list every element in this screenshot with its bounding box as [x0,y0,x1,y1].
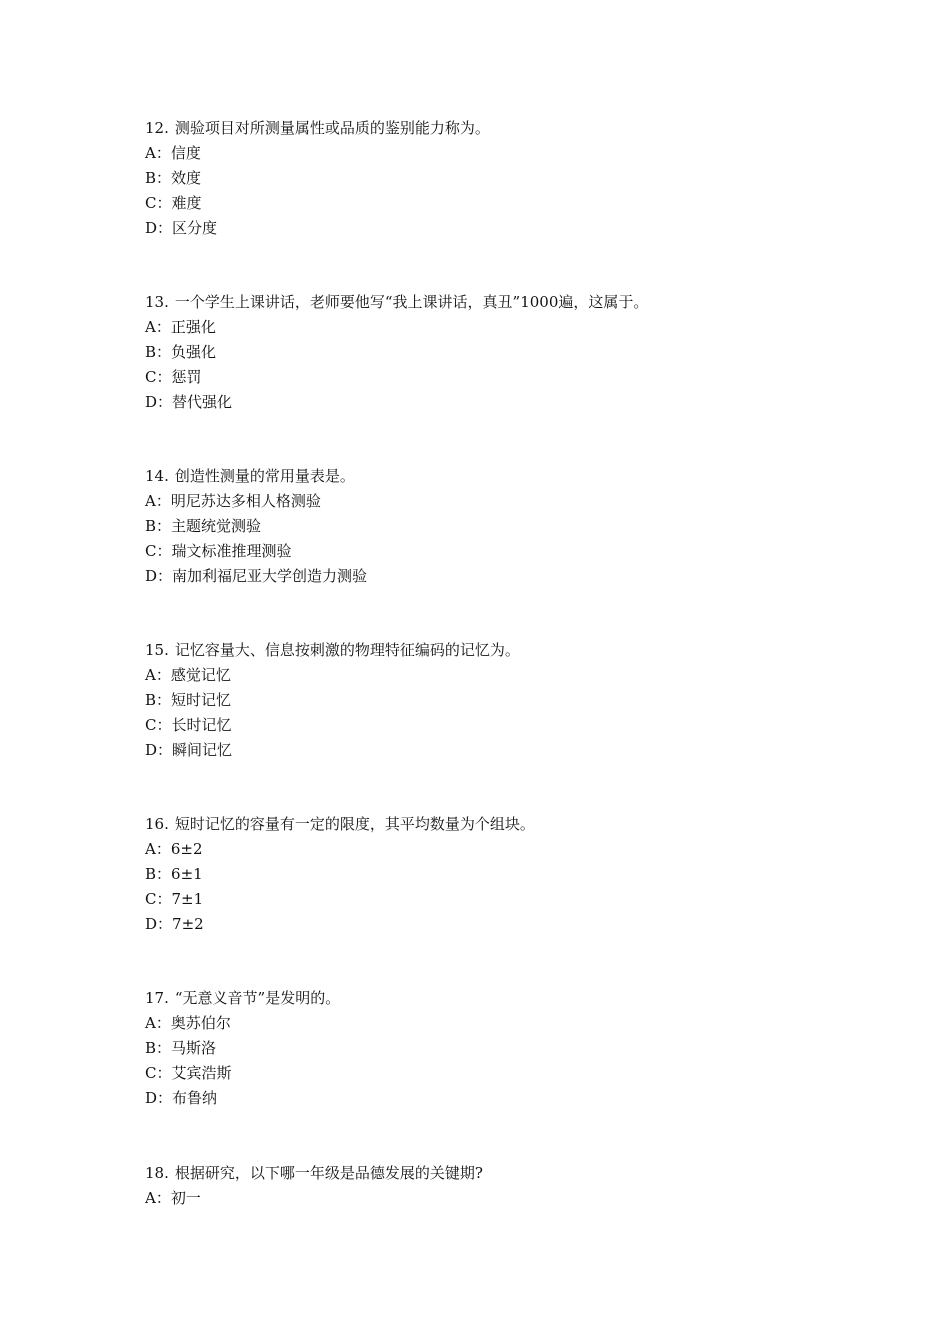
option-a [145,1011,845,1036]
option-label: C： [145,716,172,734]
option-label: D： [145,393,173,411]
question-12 [145,116,845,241]
option-text: 7±2 [172,915,204,933]
option-text: 区分度 [172,219,218,237]
option-label: D： [145,1089,173,1107]
option-b [145,514,845,539]
question-number: 18. [145,1164,169,1182]
question-stem [145,116,845,141]
option-label: A： [145,1014,171,1032]
option-text: 艾宾浩斯 [171,1064,232,1082]
question-stem [145,638,845,663]
question-number: 17. [145,989,169,1007]
question-15 [145,638,845,763]
option-text: 布鲁纳 [172,1089,218,1107]
question-text: 根据研究，以下哪一年级是品德发展的关键期? [174,1164,483,1182]
option-d [145,912,845,937]
option-label: A： [145,840,171,858]
option-c [145,539,845,564]
option-label: C： [145,542,172,560]
option-label: C： [145,194,172,212]
option-b [145,166,845,191]
option-a [145,141,845,166]
question-stem [145,290,845,315]
option-label: D： [145,741,173,759]
question-14 [145,464,845,589]
question-text: 短时记忆的容量有一定的限度，其平均数量为个组块。 [174,815,535,833]
option-b [145,1036,845,1061]
option-c [145,887,845,912]
option-text: 负强化 [171,343,217,361]
option-text: 惩罚 [171,368,202,386]
option-a [145,489,845,514]
option-text: 初一 [170,1189,201,1207]
option-d [145,216,845,241]
option-text: 7±1 [171,890,204,908]
option-label: C： [145,890,172,908]
option-d [145,1086,845,1111]
option-label: B： [145,517,172,535]
question-stem [145,1161,845,1186]
option-label: B： [145,343,172,361]
option-text: 瑞文标准推理测验 [171,542,292,560]
option-d [145,564,845,589]
option-text: 南加利福尼亚大学创造力测验 [172,567,368,585]
option-text: 明尼苏达多相人格测验 [170,492,321,510]
option-label: B： [145,169,172,187]
option-label: C： [145,368,172,386]
option-d [145,738,845,763]
question-17 [145,986,845,1111]
question-number: 15. [145,641,169,659]
question-16 [145,812,845,937]
question-text: “无意义音节”是发明的。 [174,989,341,1007]
option-label: B： [145,691,172,709]
question-stem [145,986,845,1011]
question-number: 14. [145,467,169,485]
question-stem [145,464,845,489]
option-text: 6±1 [171,865,203,883]
option-text: 马斯洛 [171,1039,217,1057]
question-18 [145,1161,845,1211]
option-a [145,837,845,862]
option-b [145,862,845,887]
option-label: B： [145,1039,172,1057]
option-text: 替代强化 [172,393,233,411]
question-text: 记忆容量大、信息按刺激的物理特征编码的记忆为。 [174,641,520,659]
option-label: A： [145,318,171,336]
option-b [145,340,845,365]
option-text: 难度 [171,194,202,212]
question-text: 创造性测量的常用量表是。 [174,467,355,485]
option-text: 感觉记忆 [170,666,231,684]
option-text: 效度 [171,169,202,187]
question-number: 16. [145,815,169,833]
option-b [145,688,845,713]
option-label: D： [145,219,173,237]
option-label: D： [145,915,173,933]
question-text: 一个学生上课讲话，老师要他写“我上课讲话，真丑”1000遍，这属于。 [174,293,649,311]
option-a [145,1186,845,1211]
question-number: 12. [145,119,169,137]
option-label: A： [145,144,171,162]
option-text: 正强化 [170,318,216,336]
option-label: A： [145,666,171,684]
question-text: 测验项目对所测量属性或品质的鉴别能力称为。 [174,119,490,137]
option-text: 短时记忆 [171,691,232,709]
question-stem [145,812,845,837]
option-text: 信度 [170,144,201,162]
option-label: C： [145,1064,172,1082]
option-label: A： [145,492,171,510]
option-text: 6±2 [170,840,203,858]
option-label: D： [145,567,173,585]
option-text: 奥苏伯尔 [170,1014,231,1032]
option-c [145,365,845,390]
option-d [145,390,845,415]
option-c [145,1061,845,1086]
option-c [145,713,845,738]
question-13 [145,290,845,415]
option-label: B： [145,865,172,883]
option-label: A： [145,1189,171,1207]
option-c [145,191,845,216]
option-text: 长时记忆 [171,716,232,734]
option-text: 瞬间记忆 [172,741,233,759]
option-text: 主题统觉测验 [171,517,262,535]
option-a [145,663,845,688]
option-a [145,315,845,340]
question-number: 13. [145,293,169,311]
